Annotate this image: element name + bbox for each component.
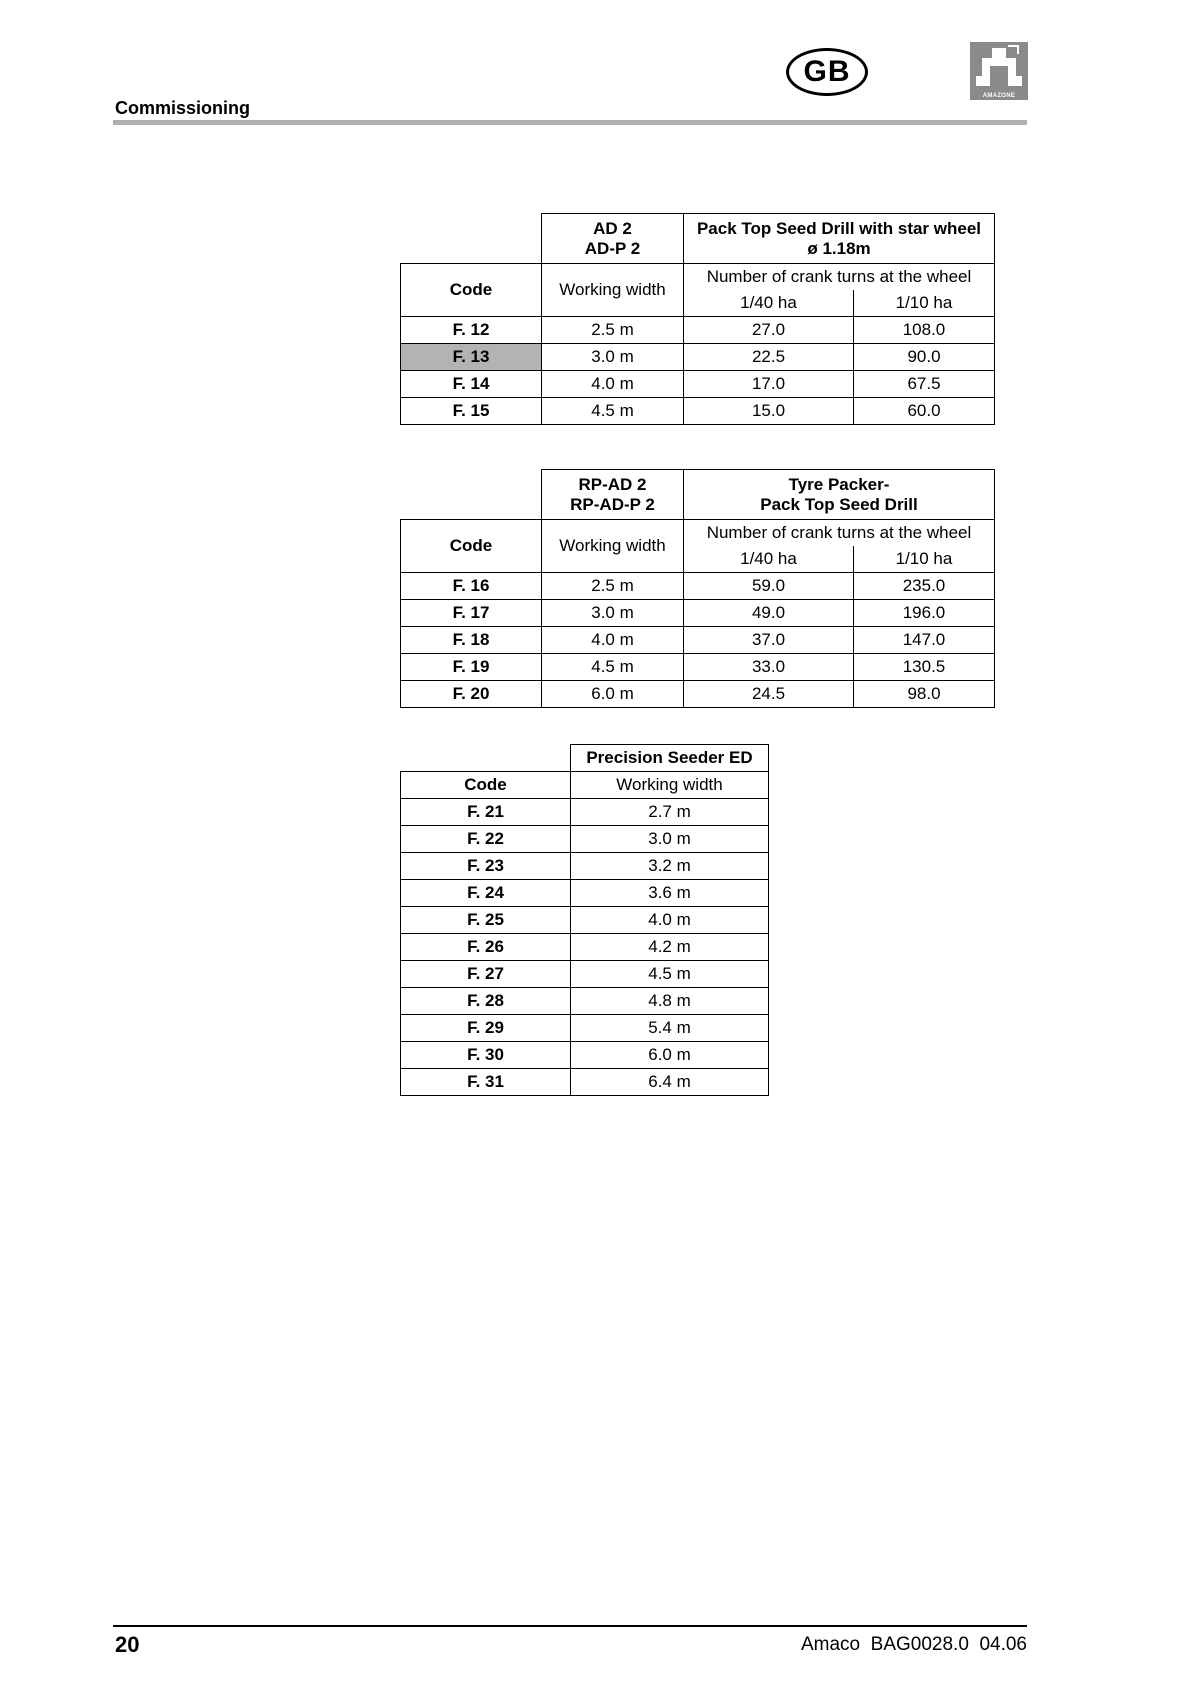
table-corner bbox=[401, 470, 542, 520]
crank-table-rp-ad2 bbox=[400, 469, 995, 708]
turns-40-cell: 37.0 bbox=[684, 627, 854, 654]
table-row bbox=[401, 1015, 769, 1042]
width-cell: 3.0 m bbox=[542, 344, 684, 371]
code-cell: F. 22 bbox=[401, 826, 571, 853]
table-row bbox=[401, 344, 995, 371]
working-width-header: Working width bbox=[571, 772, 769, 799]
code-cell: F. 15 bbox=[401, 398, 542, 425]
width-cell: 6.4 m bbox=[571, 1069, 769, 1096]
subheader-1-40-ha: 1/40 ha bbox=[684, 290, 854, 317]
turns-10-cell: 60.0 bbox=[854, 398, 995, 425]
machine-title-cell bbox=[684, 214, 995, 264]
code-cell: F. 19 bbox=[401, 654, 542, 681]
code-cell: F. 26 bbox=[401, 934, 571, 961]
turns-10-cell: 98.0 bbox=[854, 681, 995, 708]
machine-title-cell: Precision Seeder ED bbox=[571, 745, 769, 772]
table-row bbox=[401, 934, 769, 961]
code-cell: F. 28 bbox=[401, 988, 571, 1015]
code-cell: F. 30 bbox=[401, 1042, 571, 1069]
code-header: Code bbox=[401, 772, 571, 799]
code-cell-highlighted: F. 13 bbox=[401, 344, 542, 371]
page-number: 20 bbox=[115, 1632, 140, 1657]
table-row bbox=[401, 988, 769, 1015]
table-row bbox=[401, 371, 995, 398]
turns-10-cell: 67.5 bbox=[854, 371, 995, 398]
model-cell bbox=[542, 470, 684, 520]
turns-10-cell: 90.0 bbox=[854, 344, 995, 371]
width-cell: 4.5 m bbox=[542, 654, 684, 681]
table-row bbox=[401, 826, 769, 853]
machine-title-line-2: Pack Top Seed Drill bbox=[760, 494, 918, 514]
table-row bbox=[401, 600, 995, 627]
width-cell: 3.6 m bbox=[571, 880, 769, 907]
code-cell: F. 16 bbox=[401, 573, 542, 600]
width-cell: 2.5 m bbox=[542, 317, 684, 344]
width-cell: 4.5 m bbox=[571, 961, 769, 988]
width-cell: 6.0 m bbox=[542, 681, 684, 708]
turns-40-cell: 17.0 bbox=[684, 371, 854, 398]
width-cell: 4.0 m bbox=[571, 907, 769, 934]
model-line-2: RP-AD-P 2 bbox=[570, 494, 655, 514]
precision-seeder-table bbox=[400, 744, 769, 1096]
turns-40-cell: 22.5 bbox=[684, 344, 854, 371]
table-row bbox=[401, 880, 769, 907]
model-line-1: AD 2 bbox=[593, 218, 632, 238]
crank-table-ad2 bbox=[400, 213, 995, 425]
code-cell: F. 29 bbox=[401, 1015, 571, 1042]
model-cell bbox=[542, 214, 684, 264]
turns-40-cell: 49.0 bbox=[684, 600, 854, 627]
model-line-2: AD-P 2 bbox=[584, 238, 641, 258]
code-cell: F. 21 bbox=[401, 799, 571, 826]
table-row bbox=[401, 961, 769, 988]
table-row bbox=[401, 853, 769, 880]
table-row bbox=[401, 398, 995, 425]
code-cell: F. 20 bbox=[401, 681, 542, 708]
code-cell: F. 14 bbox=[401, 371, 542, 398]
machine-title-line-1: Tyre Packer- bbox=[788, 474, 890, 494]
code-cell: F. 24 bbox=[401, 880, 571, 907]
footer-rule bbox=[113, 1625, 1027, 1627]
subheader-1-10-ha: 1/10 ha bbox=[854, 546, 995, 573]
width-cell: 2.5 m bbox=[542, 573, 684, 600]
code-cell: F. 27 bbox=[401, 961, 571, 988]
table-row bbox=[401, 654, 995, 681]
section-title: Commissioning bbox=[115, 98, 251, 118]
working-width-header: Working width bbox=[542, 264, 684, 317]
turns-40-cell: 33.0 bbox=[684, 654, 854, 681]
code-cell: F. 18 bbox=[401, 627, 542, 654]
tractor-icon bbox=[970, 42, 1028, 92]
code-header: Code bbox=[401, 520, 542, 573]
language-badge: GB bbox=[786, 48, 868, 96]
machine-title-line-2: ø 1.18m bbox=[807, 238, 871, 258]
width-cell: 4.8 m bbox=[571, 988, 769, 1015]
turns-10-cell: 196.0 bbox=[854, 600, 995, 627]
table-row bbox=[401, 799, 769, 826]
width-cell: 5.4 m bbox=[571, 1015, 769, 1042]
turns-40-cell: 24.5 bbox=[684, 681, 854, 708]
table-row bbox=[401, 1042, 769, 1069]
width-cell: 6.0 m bbox=[571, 1042, 769, 1069]
subheader-1-40-ha: 1/40 ha bbox=[684, 546, 854, 573]
code-header: Code bbox=[401, 264, 542, 317]
code-cell: F. 23 bbox=[401, 853, 571, 880]
table-row bbox=[401, 573, 995, 600]
code-cell: F. 25 bbox=[401, 907, 571, 934]
code-cell: F. 17 bbox=[401, 600, 542, 627]
model-line-1: RP-AD 2 bbox=[578, 474, 647, 494]
turns-10-cell: 108.0 bbox=[854, 317, 995, 344]
table-row bbox=[401, 627, 995, 654]
logo-brand: AMAZONE bbox=[982, 93, 1016, 99]
turns-10-cell: 147.0 bbox=[854, 627, 995, 654]
working-width-header: Working width bbox=[542, 520, 684, 573]
table-row bbox=[401, 681, 995, 708]
turns-40-cell: 15.0 bbox=[684, 398, 854, 425]
subheader-1-10-ha: 1/10 ha bbox=[854, 290, 995, 317]
table-corner bbox=[401, 214, 542, 264]
width-cell: 4.2 m bbox=[571, 934, 769, 961]
table-row bbox=[401, 907, 769, 934]
document-reference: Amaco BAG0028.0 04.06 bbox=[800, 1634, 1027, 1655]
width-cell: 4.5 m bbox=[542, 398, 684, 425]
header-rule bbox=[113, 120, 1027, 125]
crank-turns-header: Number of crank turns at the wheel bbox=[684, 264, 995, 291]
table-row bbox=[401, 317, 995, 344]
width-cell: 4.0 m bbox=[542, 627, 684, 654]
table-corner bbox=[401, 745, 571, 772]
code-cell: F. 31 bbox=[401, 1069, 571, 1096]
crank-turns-header: Number of crank turns at the wheel bbox=[684, 520, 995, 547]
table-row bbox=[401, 1069, 769, 1096]
width-cell: 2.7 m bbox=[571, 799, 769, 826]
turns-10-cell: 130.5 bbox=[854, 654, 995, 681]
width-cell: 4.0 m bbox=[542, 371, 684, 398]
amazone-logo bbox=[970, 42, 1028, 100]
code-cell: F. 12 bbox=[401, 317, 542, 344]
turns-10-cell: 235.0 bbox=[854, 573, 995, 600]
width-cell: 3.0 m bbox=[542, 600, 684, 627]
turns-40-cell: 59.0 bbox=[684, 573, 854, 600]
machine-title-cell bbox=[684, 470, 995, 520]
turns-40-cell: 27.0 bbox=[684, 317, 854, 344]
machine-title-line-1: Pack Top Seed Drill with star wheel bbox=[696, 218, 982, 238]
width-cell: 3.2 m bbox=[571, 853, 769, 880]
width-cell: 3.0 m bbox=[571, 826, 769, 853]
